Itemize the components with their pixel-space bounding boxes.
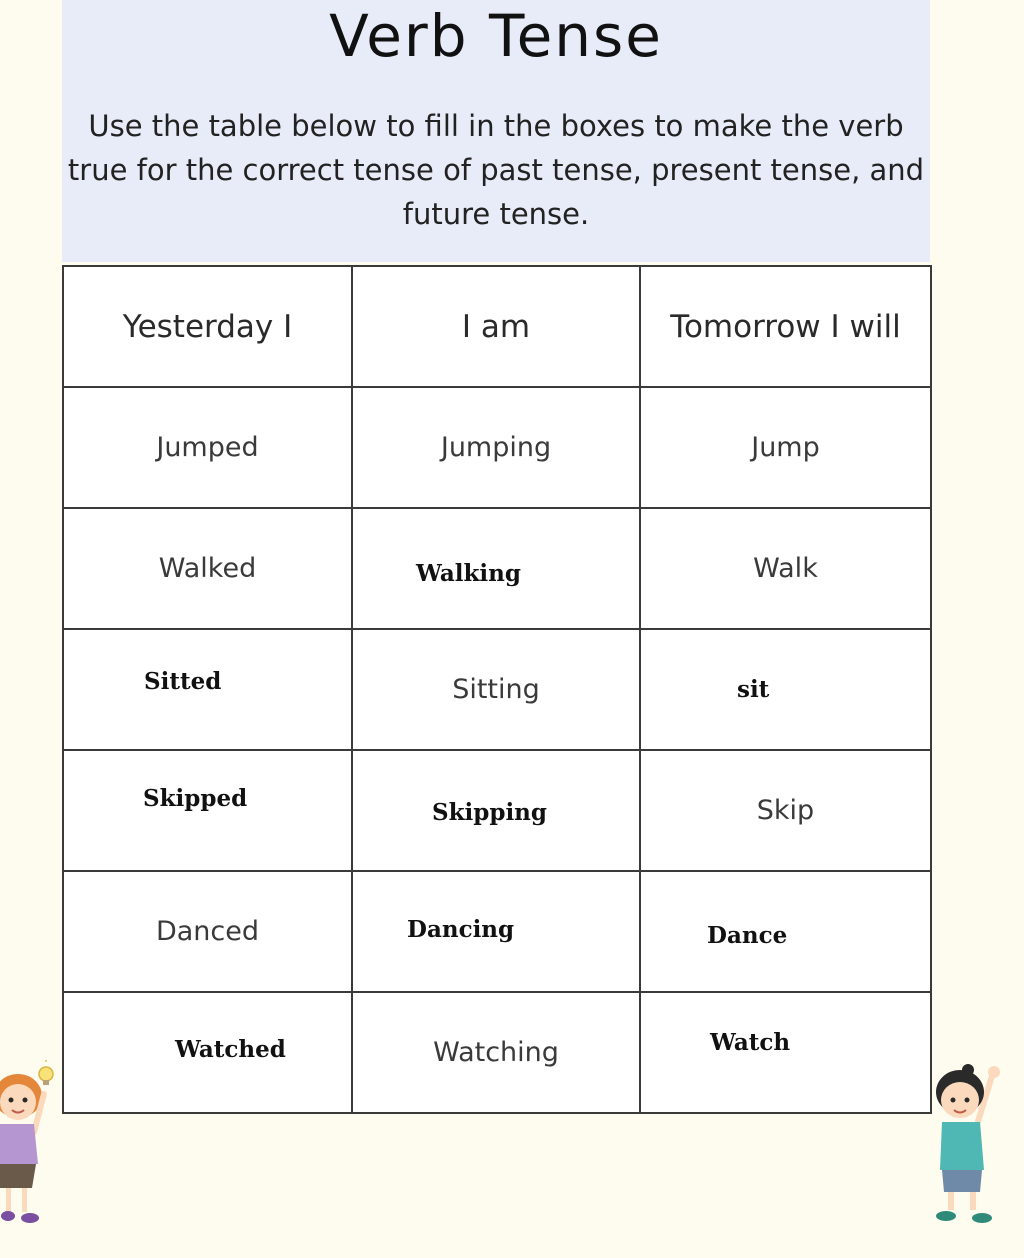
cell-text: Jumping <box>440 432 552 463</box>
table-row <box>63 750 931 871</box>
table-cell[interactable] <box>640 387 931 508</box>
cell-text: Sitting <box>452 674 540 705</box>
cell-text: Dancing <box>407 916 515 943</box>
header-present: I am <box>352 266 640 387</box>
cell-text: Dance <box>707 922 788 949</box>
table-cell[interactable] <box>63 750 352 871</box>
table-cell[interactable] <box>640 750 931 871</box>
table-cell[interactable] <box>63 387 352 508</box>
cell-text: Walked <box>158 553 257 584</box>
table-cell[interactable] <box>352 992 640 1113</box>
table-row <box>63 871 931 992</box>
table-cell[interactable] <box>63 992 352 1113</box>
table-cell[interactable] <box>352 387 640 508</box>
girl-with-lightbulb-icon <box>0 1060 60 1230</box>
table-row <box>63 629 931 750</box>
cell-text: Watching <box>433 1037 559 1068</box>
cell-text: Sitted <box>144 668 222 695</box>
cell-text: Danced <box>155 916 260 947</box>
table-cell[interactable] <box>352 629 640 750</box>
cell-text: Jump <box>751 432 820 463</box>
table-cell[interactable] <box>640 629 931 750</box>
boy-waving-icon <box>924 1058 1004 1230</box>
page-title: Verb Tense <box>329 2 663 70</box>
table-cell[interactable] <box>63 629 352 750</box>
cell-text: Watch <box>710 1029 791 1056</box>
cell-text: Walking <box>416 560 521 587</box>
table-row <box>63 992 931 1113</box>
table-cell[interactable] <box>63 871 352 992</box>
table-cell[interactable] <box>640 871 931 992</box>
table-cell[interactable] <box>352 871 640 992</box>
cell-text: Jumped <box>156 432 259 463</box>
instructions-text: Use the table below to fill in the boxes to make the verb true for the correct tense of past tense, present tense, and future tense. <box>67 109 925 231</box>
cell-text: Walk <box>753 553 818 584</box>
cell-text: Skip <box>756 795 815 826</box>
table-header-row <box>63 266 931 387</box>
header-future: Tomorrow I will <box>640 266 931 387</box>
table-cell[interactable] <box>640 508 931 629</box>
cell-text: sit <box>737 676 770 703</box>
table-cell[interactable] <box>640 992 931 1113</box>
cell-text: Skipping <box>432 799 547 826</box>
verb-tense-table <box>62 265 932 1114</box>
header-panel <box>62 0 930 262</box>
table-row <box>63 508 931 629</box>
cell-text: Skipped <box>143 785 248 812</box>
cell-text: Watched <box>175 1036 286 1063</box>
table-cell[interactable] <box>63 508 352 629</box>
table-row <box>63 387 931 508</box>
header-past: Yesterday I <box>63 266 352 387</box>
table-cell[interactable] <box>352 750 640 871</box>
table-cell[interactable] <box>352 508 640 629</box>
